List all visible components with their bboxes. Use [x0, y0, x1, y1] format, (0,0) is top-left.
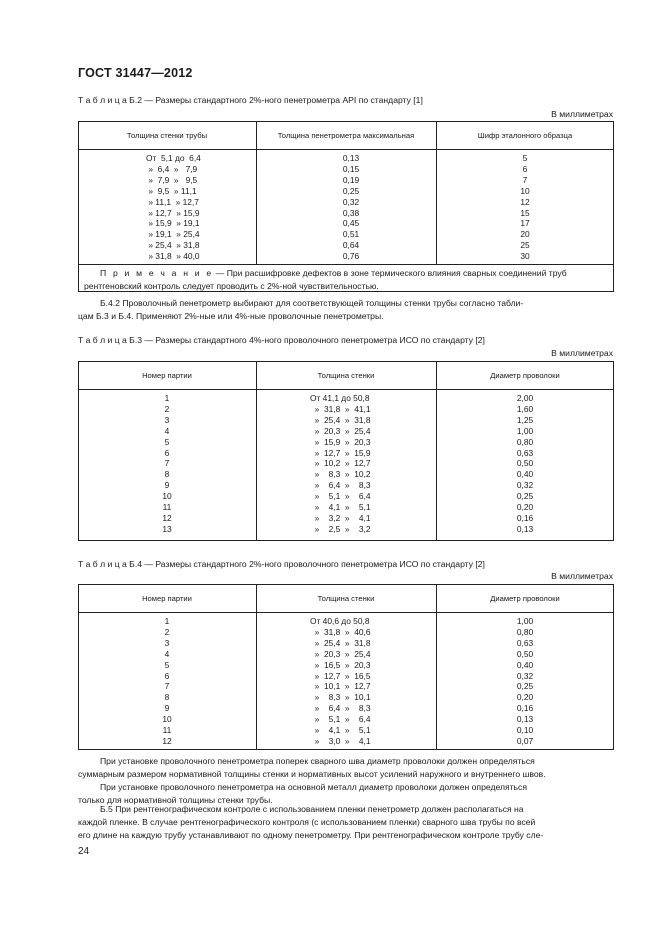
table-cell: » 31,8 » 40,0 — [146, 251, 200, 262]
table-b4-header-rule — [78, 612, 614, 613]
table-cell: 1,00 — [516, 616, 534, 626]
table-b2-caption-prefix: Т а б л и ц а — [78, 95, 127, 105]
table-cell: » 4,1 » 5,1 — [310, 502, 371, 513]
paragraph-b42 — [78, 297, 614, 323]
table-cell: » 4,1 » 5,1 — [310, 725, 371, 736]
table-cell: 0,40 — [516, 659, 534, 670]
table-cell: 0,25 — [342, 185, 360, 196]
table-cell: 0,32 — [516, 480, 534, 491]
table-cell: 30 — [520, 251, 530, 262]
table-cell: 9 — [164, 703, 170, 714]
table-cell: 0,32 — [342, 196, 360, 207]
table-cell: 6 — [522, 163, 528, 174]
table-cell: 17 — [520, 218, 530, 229]
table-cell: 0,63 — [516, 447, 534, 458]
table-cell: 1 — [164, 393, 170, 403]
paragraph-line: суммарным размером нормативной толщины стенки и нормативных высот усилений наружного и внутреннего швов. — [78, 769, 546, 779]
table-b3-caption-prefix: Т а б л и ц а — [78, 335, 127, 345]
table-cell: 0,76 — [342, 251, 360, 262]
table-b3-col-batch — [152, 393, 182, 535]
table-cell: » 25,4 » 31,8 — [146, 240, 200, 251]
table-cell: 0,13 — [516, 714, 534, 725]
table-b2-note-rule — [78, 264, 614, 265]
table-cell: 0,50 — [516, 458, 534, 469]
table-cell: От 41,1 до 50,8 — [310, 393, 370, 403]
table-cell: » 12,7 » 15,9 — [146, 207, 200, 218]
table-cell: 0,32 — [516, 670, 534, 681]
table-cell: 0,13 — [342, 153, 360, 163]
table-b2-col-pen — [331, 153, 371, 262]
table-cell: » 10,1 » 12,7 — [310, 681, 371, 692]
table-cell: 8 — [164, 692, 170, 703]
table-cell: 11 — [162, 502, 172, 513]
table-b2-units: В миллиметрах — [551, 109, 613, 119]
table-cell: 12 — [162, 735, 172, 746]
table-cell: 10 — [162, 491, 172, 502]
table-b2-header: Шифр эталонного образца — [477, 131, 573, 140]
table-cell: 6 — [164, 447, 170, 458]
table-cell: 0,80 — [516, 436, 534, 447]
table-cell: 11 — [162, 725, 172, 736]
table-cell: 0,07 — [516, 735, 534, 746]
table-cell: » 19,1 » 25,4 — [146, 229, 200, 240]
table-cell: 0,40 — [516, 469, 534, 480]
table-cell: 7 — [522, 174, 528, 185]
table-cell: » 20,3 » 25,4 — [310, 648, 371, 659]
paragraph-line: При установке проволочного пенетрометра поперек сварного шва диаметр проволоки должен определяться — [100, 756, 535, 766]
page-number: 24 — [78, 846, 90, 857]
table-b3-header: Толщина стенки — [317, 371, 375, 380]
table-b2-note-prefix: П р и м е ч а н и е — [100, 268, 214, 278]
table-b3-header-rule — [78, 389, 614, 390]
table-b4-caption — [78, 559, 485, 569]
table-cell: 8 — [164, 469, 170, 480]
table-b2-divider — [436, 121, 437, 264]
table-cell: » 12,7 » 15,9 — [310, 447, 371, 458]
table-cell: 0,38 — [342, 207, 360, 218]
table-b2-header: Толщина пенетрометра максимальная — [277, 131, 415, 140]
table-cell: » 6,4 » 8,3 — [310, 703, 371, 714]
table-cell: 4 — [164, 425, 170, 436]
table-cell: 3 — [164, 637, 170, 648]
paragraph-line: только для нормативной толщины стенки трубы. — [78, 795, 273, 805]
table-b4-col-thickness — [310, 616, 371, 747]
table-cell: 1 — [164, 616, 170, 626]
table-cell: 2,00 — [516, 393, 534, 403]
table-cell: 5 — [164, 436, 170, 447]
table-cell: 0,16 — [516, 512, 534, 523]
table-b4-header: Диаметр проволоки — [490, 594, 560, 603]
table-cell: 0,19 — [342, 174, 360, 185]
table-cell: » 10,2 » 12,7 — [310, 458, 371, 469]
table-b4-col-diameter — [505, 616, 545, 747]
table-cell: 0,25 — [516, 491, 534, 502]
table-cell: 12 — [162, 512, 172, 523]
paragraph-line: его длине на каждую трубу устанавливают по одному пенетрометру. При рентгенографическом контроле трубу сле- — [78, 830, 544, 840]
table-cell: » 6,4 » 8,3 — [310, 480, 371, 491]
paragraph-b5 — [78, 803, 614, 842]
table-cell: 2 — [164, 403, 170, 414]
table-cell: » 25,4 » 31,8 — [310, 414, 371, 425]
table-b4-col-batch — [152, 616, 182, 747]
table-b2-header-rule — [78, 149, 614, 150]
table-b2-col-code — [505, 153, 545, 262]
table-b3-divider — [256, 361, 257, 541]
table-cell: 0,25 — [516, 681, 534, 692]
table-b4-caption-text: Б.4 — Размеры стандартного 2%-ного проволочного пенетрометра ИСО по стандарту [2] — [126, 559, 485, 569]
table-cell: » 12,7 » 16,5 — [310, 670, 371, 681]
paragraph-line: каждой пленке. В случае рентгенографического контроля (с использованием пленки) сварного шва трубы по всей — [78, 817, 536, 827]
table-cell: » 16,5 » 20,3 — [310, 659, 371, 670]
table-cell: 3 — [164, 414, 170, 425]
table-b3-caption-text: Б.3 — Размеры стандартного 4%-ного проволочного пенетрометра ИСО по стандарту [2] — [126, 335, 485, 345]
document-header: ГОСТ 31447—2012 — [78, 66, 193, 80]
table-cell: 25 — [520, 240, 530, 251]
table-cell: 0,50 — [516, 648, 534, 659]
table-cell: 0,13 — [516, 523, 534, 534]
table-cell: 2 — [164, 626, 170, 637]
table-cell: » 2,5 » 3,2 — [310, 523, 371, 534]
table-cell: 7 — [164, 681, 170, 692]
table-b4-header: Толщина стенки — [317, 594, 375, 603]
table-b4-divider — [256, 584, 257, 750]
table-cell: » 5,1 » 6,4 — [310, 714, 371, 725]
table-cell: 0,20 — [516, 502, 534, 513]
table-b2-divider — [256, 121, 257, 264]
table-cell: 0,51 — [342, 229, 360, 240]
table-cell: » 3,0 » 4,1 — [310, 735, 371, 746]
table-cell: » 6,4 » 7,9 — [146, 163, 198, 174]
table-b3-col-diameter — [505, 393, 545, 535]
table-b3-col-thickness — [310, 393, 371, 535]
paragraph-line: При установке проволочного пенетрометра на основной металл диаметр проволоки должен определяться — [100, 782, 527, 792]
table-b2-col-thickness — [146, 153, 201, 262]
table-b4-divider — [436, 584, 437, 750]
table-cell: 0,45 — [342, 218, 360, 229]
table-cell: 5 — [164, 659, 170, 670]
table-cell: 7 — [164, 458, 170, 469]
table-cell: 1,25 — [516, 414, 534, 425]
table-b3-units: В миллиметрах — [551, 348, 613, 358]
table-b2-note-text: — При расшифровке дефектов в зоне термического влияния сварных соединений труб — [213, 268, 567, 278]
table-cell: 10 — [520, 185, 530, 196]
table-cell: » 8,3 » 10,2 — [310, 469, 371, 480]
paragraph-line: Б.4.2 Проволочный пенетрометр выбирают для соответствующей толщины стенки трубы согласно табли- — [100, 298, 524, 308]
table-b3-header: Номер партии — [142, 371, 192, 380]
table-b2-caption — [78, 95, 423, 105]
table-b2-note-text: рентгеновский контроль следует проводить с 2%-ной чувствительностью. — [84, 281, 379, 291]
table-b2-caption-text: Б.2 — Размеры стандартного 2%-ного пенетрометра API по стандарту [1] — [126, 95, 423, 105]
table-cell: » 8,3 » 10,1 — [310, 692, 371, 703]
table-cell: 1,60 — [516, 403, 534, 414]
table-cell: » 3,2 » 4,1 — [310, 512, 371, 523]
table-cell: 0,16 — [516, 703, 534, 714]
paragraph-line: Б.5 При рентгенографическом контроле с использованием пленки пенетрометр должен располагаться на — [100, 804, 524, 814]
table-b4-header: Номер партии — [142, 594, 192, 603]
table-cell: 10 — [162, 714, 172, 725]
table-cell: 0,20 — [516, 692, 534, 703]
table-cell: 15 — [520, 207, 530, 218]
table-cell: 1,00 — [516, 425, 534, 436]
table-cell: 12 — [520, 196, 530, 207]
table-cell: » 11,1 » 12,7 — [146, 196, 199, 207]
table-cell: » 5,1 » 6,4 — [310, 491, 371, 502]
table-cell: » 20,3 » 25,4 — [310, 425, 371, 436]
table-b3-header: Диаметр проволоки — [490, 371, 560, 380]
table-b3-caption — [78, 335, 485, 345]
table-cell: » 15,9 » 20,3 — [310, 436, 371, 447]
table-cell: » 31,8 » 40,6 — [310, 626, 371, 637]
table-cell: 0,80 — [516, 626, 534, 637]
table-cell: » 25,4 » 31,8 — [310, 637, 371, 648]
table-cell: От 40,6 до 50,8 — [310, 616, 370, 626]
table-cell: » 31,8 » 41,1 — [310, 403, 371, 414]
table-cell: 5 — [522, 153, 528, 163]
table-cell: 0,15 — [342, 163, 360, 174]
table-b3-divider — [436, 361, 437, 541]
paragraph-line: цам Б.3 и Б.4. Применяют 2%-ные или 4%-ные проволочные пенетрометры. — [78, 311, 384, 321]
table-cell: 13 — [162, 523, 172, 534]
table-b4-units: В миллиметрах — [551, 571, 613, 581]
table-b2-note — [84, 267, 610, 293]
table-cell: » 7,9 » 9,5 — [146, 174, 198, 185]
table-cell: От 5,1 до 6,4 — [146, 153, 201, 163]
table-b4-caption-prefix: Т а б л и ц а — [78, 559, 127, 569]
table-cell: » 15,9 » 19,1 — [146, 218, 200, 229]
table-cell: 20 — [520, 229, 530, 240]
table-cell: 0,64 — [342, 240, 360, 251]
paragraph-wire-across-weld — [78, 755, 614, 781]
table-cell: 9 — [164, 480, 170, 491]
table-b2-header: Толщина стенки трубы — [126, 131, 208, 140]
table-cell: 0,10 — [516, 725, 534, 736]
table-cell: 4 — [164, 648, 170, 659]
table-cell: 0,63 — [516, 637, 534, 648]
table-cell: 6 — [164, 670, 170, 681]
table-cell: » 9,5 » 11,1 — [146, 185, 197, 196]
